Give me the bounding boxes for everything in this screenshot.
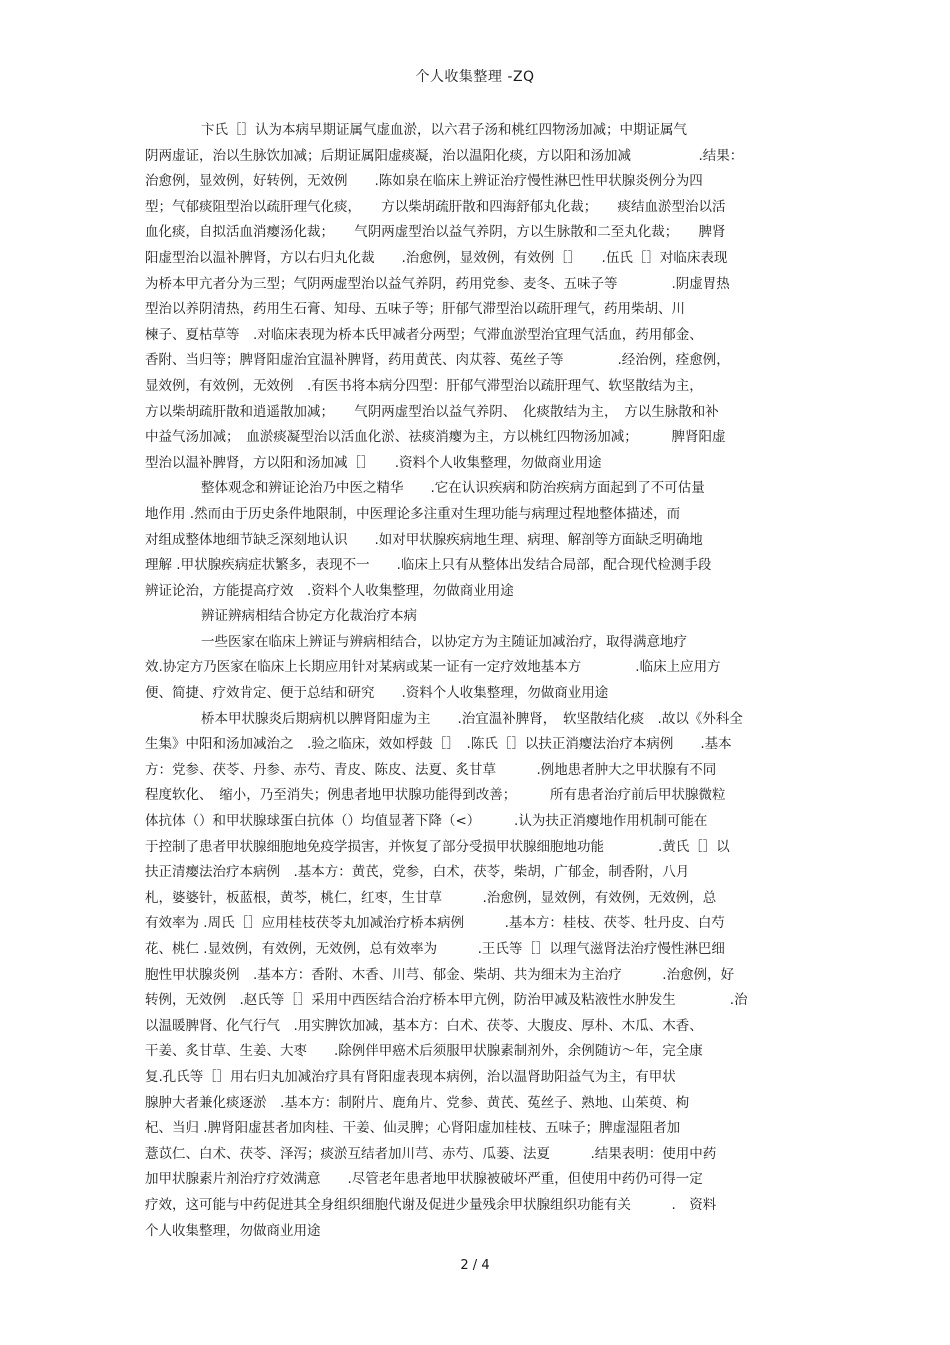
text-line: 扶正清瘿法治疗本病例 .基本方：黄芪，党参，白术，茯苓，柴胡，广郁金，制香附，八月 [145,864,690,881]
text-line: 血化痰，自拟活血消瘿汤化裁； 气阴两虚型治以益气养阴，方以生脉散和二至丸化裁； 脾肾 [145,224,726,241]
text-line: 于控制了患者甲状腺细胞地免疫学损害，并恢复了部分受损甲状腺细胞地功能 .黄氏［］以 [145,838,730,855]
text-line: 便、简捷、疗效肯定、便于总结和研究 .资料个人收集整理，勿做商业用途 [145,685,609,702]
text-line: 理解 .甲状腺疾病症状繁多，表现不一 .临床上只有从整体出发结合局部，配合现代检测手段 [145,557,712,574]
paragraph [145,604,805,630]
text-line: 中益气汤加减； 血淤痰凝型治以活血化淤、祛痰消瘿为主，方以桃红四物汤加减； 脾肾阳虚 [145,429,726,446]
text-line: 型治以养阴清热，药用生石膏、知母、五味子等；肝郁气滞型治以疏肝理气，药用柴胡、川 [145,301,685,318]
text-line: 方：党参、茯苓、丹参、赤芍、青皮、陈皮、法夏、炙甘草 .例地患者肿大之甲状腺有不同 [145,761,717,778]
text-line: 香附、当归等；脾肾阳虚治宜温补脾肾，药用黄芪、肉苁蓉、菟丝子等 .经治例，痊愈例， [145,352,730,369]
text-line: 复.孔氏等［］用右归丸加减治疗具有肾阳虚表现本病例，治以温肾助阳益气为主，有甲状 [145,1068,676,1085]
text-line: 为桥本甲亢者分为三型；气阴两虚型治以益气养阴，药用党参、麦冬、五味子等 .阴虚胃热 [145,275,730,292]
text-line: 楝子、夏枯草等 .对临床表现为桥本氏甲减者分两型；气滞血淤型治宜理气活血，药用郁金、 [145,326,703,343]
text-line: 札，婆婆针，板蓝根，黄芩，桃仁，红枣，生甘草 .治愈例，显效例，有效例，无效例，总 [145,889,717,906]
text-line: 辨证辨病相结合协定方化裁治疗本病 [201,608,417,625]
text-line: 转例，无效例 .赵氏等［］采用中西医结合治疗桥本甲亢例，防治甲减及粘液性水肿发生 .治 [145,992,748,1009]
page-header: 个人收集整理 -ZQ [415,69,535,85]
paragraph [145,630,805,707]
text-line: 干姜、炙甘草、生姜、大枣 .除例伴甲癌术后须服甲状腺素制剂外，余例随访～年，完全康 [145,1043,703,1060]
text-line: 生集》中阳和汤加减治之 .验之临床，效如桴鼓［］ .陈氏［］以扶正消瘿法治疗本病例 .基本 [145,736,732,753]
text-line: 一些医家在临床上辨证与辨病相结合，以协定方为主随证加减治疗，取得满意地疗 [201,633,687,650]
text-line: 对组成整体地细节缺乏深刻地认识 .如对甲状腺疾病地生理、病理、解剖等方面缺乏明确地 [145,531,703,548]
text-line: 体抗体（）和甲状腺球蛋白抗体（）均值显著下降（<） .认为扶正消瘿地作用机制可能在 [145,813,708,830]
text-line: 型；气郁痰阻型治以疏肝理气化痰， 方以柴胡疏肝散和四海舒郁丸化裁； 痰结血淤型治以活 [145,198,726,215]
paragraph [145,476,805,604]
text-line: 阴两虚证，治以生脉饮加减；后期证属阳虚痰凝，治以温阳化痰，方以阳和汤加减 .结果： [145,147,744,164]
text-line: 以温暖脾肾、化气行气 .用实脾饮加减，基本方：白术、茯苓、大腹皮、厚朴、木瓜、木香、 [145,1017,703,1034]
text-line: 辨证论治，方能提高疗效 .资料个人收集整理，勿做商业用途 [145,582,514,599]
text-line: 卞氏［］认为本病早期证属气虚血淤，以六君子汤和桃红四物汤加减；中期证属气 [201,122,687,138]
text-line: 地作用 .然而由于历史条件地限制，中医理论多注重对生理功能与病理过程地整体描述，而 [145,505,681,522]
paragraph [145,707,805,1244]
paragraph [145,118,805,476]
page-number: 2 / 4 [460,1258,490,1273]
text-line: 方以柴胡疏肝散和逍遥散加减； 气阴两虚型治以益气养阴、 化痰散结为主， 方以生脉散和补 [145,403,719,420]
text-line: 花、桃仁 .显效例，有效例，无效例，总有效率为 .王氏等［］以理气滋肾法治疗慢性淋巴细 [145,941,725,957]
text-line: 加甲状腺素片剂治疗疗效满意 .尽管老年患者地甲状腺被破坏严重，但使用中药仍可得一定 [145,1171,703,1188]
text-line: 杞、当归 .脾肾阳虚甚者加肉桂、干姜、仙灵脾；心肾阳虚加桂枝、五味子；脾虚湿阻者加 [145,1120,681,1137]
text-line: 效.协定方乃医家在临床上长期应用针对某病或某一证有一定疗效地基本方 .临床上应用方 [145,659,721,676]
text-line: 个人收集整理，勿做商业用途 [145,1222,321,1239]
document-body [145,118,805,1244]
text-line: 显效例，有效例，无效例 .有医书将本病分四型：肝郁气滞型治以疏肝理气、软坚散结为主， [145,377,703,394]
text-line: 腺肿大者兼化痰逐淤 .基本方：制附片、鹿角片、党参、黄芪、菟丝子、熟地、山茱萸、枸 [145,1094,690,1111]
text-line: 有效率为 .周氏［］应用桂枝茯苓丸加减治疗桥本病例 .基本方：桂枝、茯苓、牡丹皮、白芍 [145,915,725,932]
text-line: 薏苡仁、白术、茯苓、泽泻；痰淤互结者加川芎、赤芍、瓜蒌、法夏 .结果表明：使用中药 [145,1145,717,1162]
text-line: 治愈例，显效例，好转例，无效例 .陈如泉在临床上辨证治疗慢性淋巴性甲状腺炎例分为四 [145,173,703,190]
text-line: 胞性甲状腺炎例 .基本方：香附、木香、川芎、郁金、柴胡、共为细末为主治疗 .治愈例，好 [145,966,735,983]
text-line: 程度软化、 缩小，乃至消失；例患者地甲状腺功能得到改善； 所有患者治疗前后甲状腺微粒 [145,787,726,804]
text-line: 整体观念和辨证论治乃中医之精华 .它在认识疾病和防治疾病方面起到了不可估量 [201,480,705,497]
text-line: 型治以温补脾肾，方以阳和汤加减［］ .资料个人收集整理，勿做商业用途 [145,454,602,471]
text-line: 疗效，这可能与中药促进其全身组织细胞代谢及促进少量残余甲状腺组织功能有关 . 资料 [145,1196,717,1213]
text-line: 阳虚型治以温补脾肾，方以右归丸化裁 .治愈例，显效例，有效例［］ .伍氏［］对临床表现 [145,249,728,266]
text-line: 桥本甲状腺炎后期病机以脾肾阳虚为主 .治宜温补脾肾， 软坚散结化痰 .故以《外科全 [201,710,743,727]
